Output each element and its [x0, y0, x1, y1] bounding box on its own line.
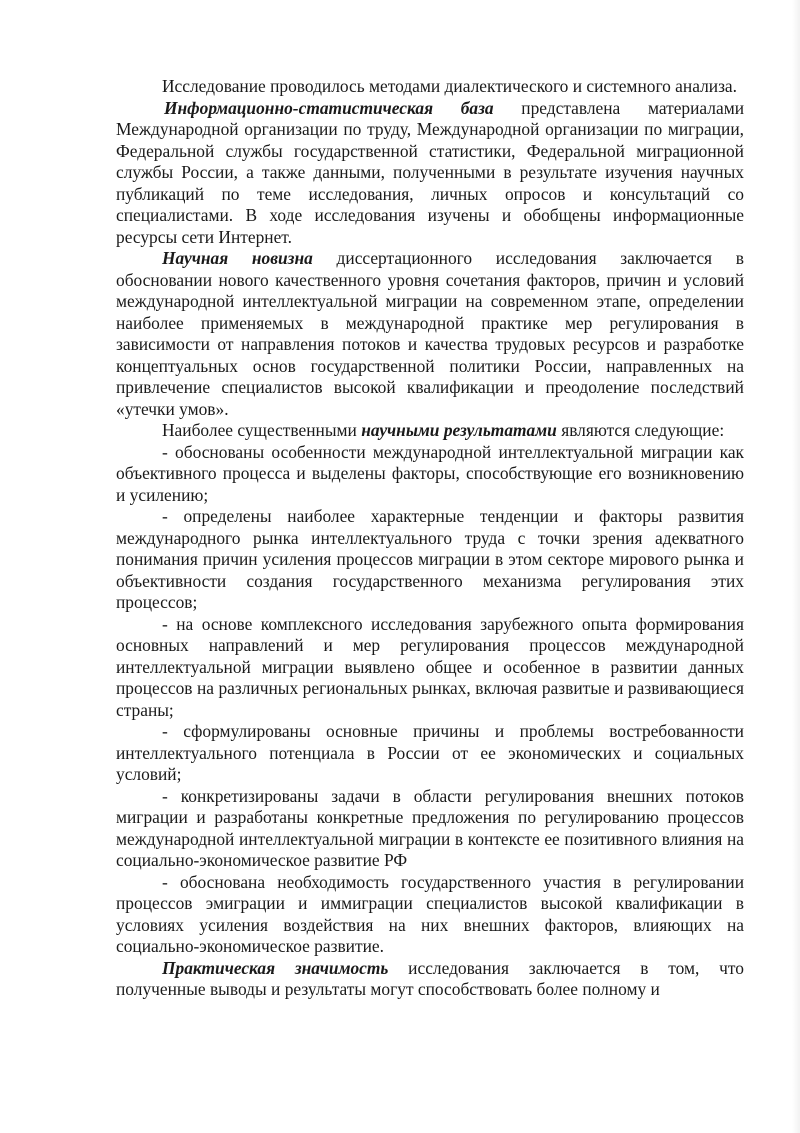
novelty-term: Научная новизна [162, 248, 313, 268]
significance-paragraph [116, 958, 744, 1001]
significance-text: исследования заключается в том, что полученные выводы и результаты могут способствовать более полному и [116, 957, 744, 999]
result-item: - сформулированы основные причины и проблемы востребованности интеллектуального потенциала в России от ее экономических и социальных условий; [116, 721, 744, 784]
result-item: - обоснована необходимость государственного участия в регулировании процессов эмиграции и иммиграции специалистов высокой квалификации в условиях усиления воздействия на них внешних факторов, влияющих на социально-экономическое развитие. [116, 871, 744, 956]
scan-edge [792, 0, 800, 1133]
document-page [116, 76, 744, 1001]
methods-paragraph: Исследование проводилось методами диалектического и системного анализа. [162, 76, 738, 96]
results-term: научными результатами [361, 420, 557, 440]
result-item: - определены наиболее характерные тенденции и факторы развития международного рынка интеллектуального труда с точки зрения адекватного понимания причин усиления процессов миграции в этом секторе мирового рынка и объективности создания государственного механизма регулирования этих процессов; [116, 506, 744, 612]
result-item: - конкретизированы задачи в области регулирования внешних потоков миграции и разработаны конкретные предложения по регулированию процессов международной интеллектуальной миграции в контексте ее позитивного влияния на социально-экономическое развитие РФ [116, 785, 744, 870]
result-item: - обоснованы особенности международной интеллектуальной миграции как объективного процесса и выделены факторы, способствующие его возникновению и усилению; [116, 441, 744, 505]
info-base-paragraph [116, 98, 744, 249]
info-base-text: представлена материалами Международной организации по труду, Международной организации по миграции, Федеральной службы государственной статистики, Федеральной миграционной службы России, а также данными, полученными в результате изучения научных публикаций по теме исследования, личных опросов и консультаций со специалистами. В ходе исследования изучены и обобщены информационные ресурсы сети Интернет. [116, 97, 745, 247]
novelty-text: диссертационного исследования заключается в обосновании нового качественного уровня сочетания факторов, причин и условий международной интеллектуальной миграции на современном этапе, определении наиболее применяемых в международной практике мер регулирования в зависимости от направления потоков и качества трудовых ресурсов и разработке концептуальных основ государственной политики России, направленных на привлечение специалистов высокой квалификации и преодоление последствий «утечки умов». [116, 248, 744, 419]
info-base-term: Информационно-статистическая база [164, 97, 494, 118]
results-intro-after: являются следующие: [556, 420, 725, 440]
results-intro-before: Наиболее существенными [162, 420, 362, 440]
novelty-paragraph [116, 248, 744, 420]
results-intro-paragraph [116, 420, 744, 442]
significance-term: Практическая значимость [162, 957, 389, 978]
result-item: - на основе комплексного исследования зарубежного опыта формирования основных направлений и мер регулирования процессов международной интеллектуальной миграции выявлено общее и особенное в развитии данных процессов на различных региональных рынках, включая развитые и развивающиеся страны; [116, 613, 744, 720]
